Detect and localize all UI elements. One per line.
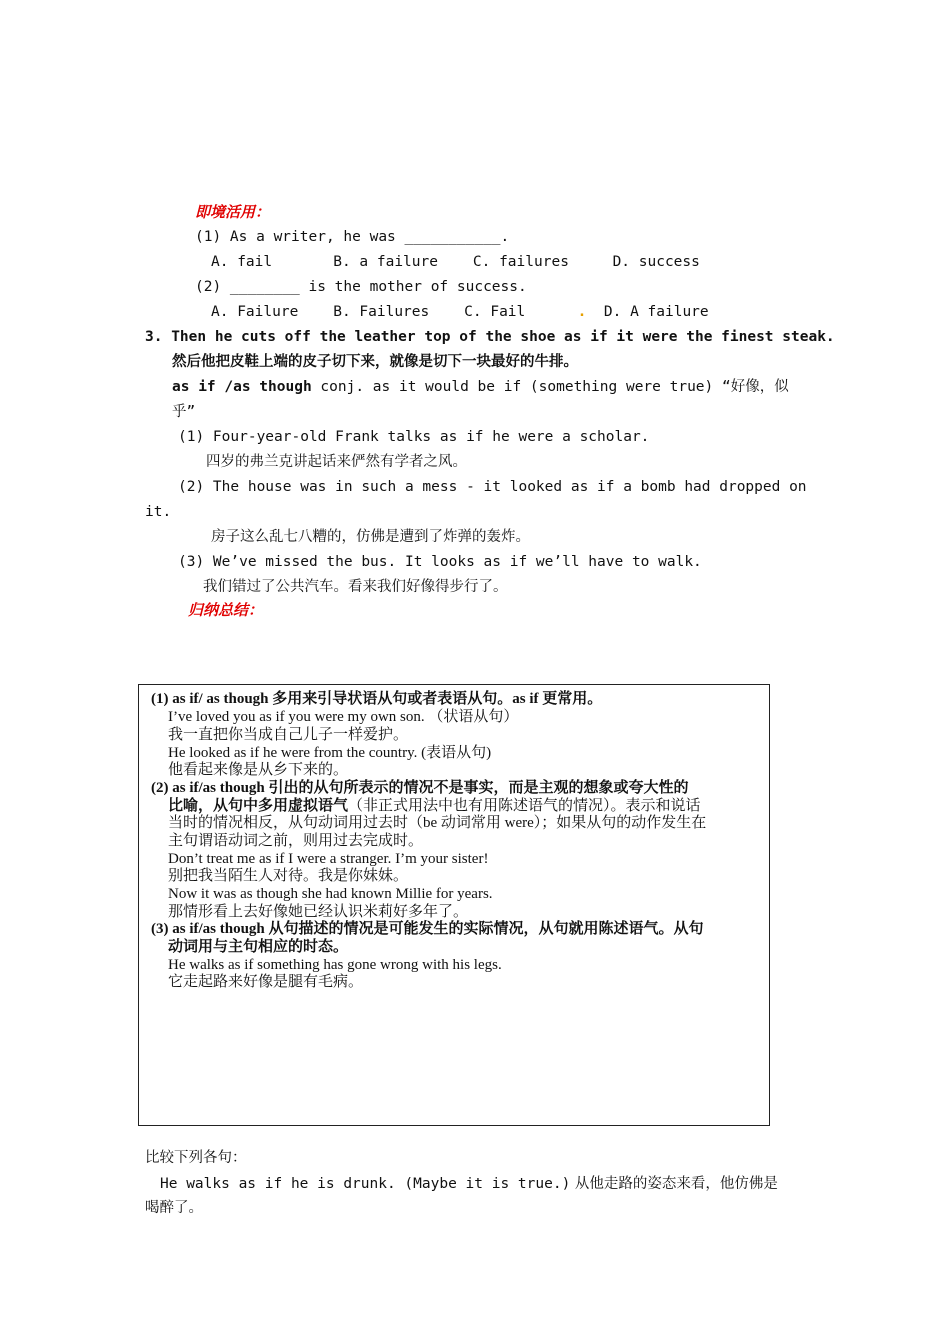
example-3-translation: 我们错过了公共汽车。看来我们好像得步行了。: [203, 579, 508, 595]
item-3-sentence: 3. Then he cuts off the leather top of the shoe as if it were the finest steak.: [145, 329, 835, 345]
point-2-example-2-translation: 那情形看上去好像她已经认识米莉好多年了。: [168, 904, 469, 920]
summary-title: 归纳总结：: [188, 601, 264, 619]
compare-line-1-chinese: 从他走路的姿态来看，他仿佛是: [570, 1176, 778, 1192]
decorative-dot: .: [577, 304, 587, 320]
compare-line-1: [160, 1173, 778, 1194]
definition-line: [172, 377, 789, 397]
point-2-example-2: Now it was as though she had known Millie for years.: [168, 886, 493, 902]
point-2-example-1: Don’t treat me as if I were a stranger. I’m your sister!: [168, 851, 489, 867]
point-2-heading-cont: 比喻，从句中多用虚拟语气: [168, 798, 349, 814]
point-1-example-2: He looked as if he were from the country. (表语从句): [168, 745, 492, 761]
point-3-example-1-translation: 它走起路来好像是腿有毛病。: [168, 974, 364, 990]
point-2-heading: (2) as if/as though 引出的从句所表示的情况不是事实，而是主观的想象或夸大性的: [151, 780, 689, 796]
definition-text: conj. as it would be if (something were true) “好像，似: [311, 379, 789, 395]
point-2-text-line-4: 主句谓语动词之前，则用过去完成时。: [168, 833, 424, 849]
point-3-heading-cont: 动词用与主句相应的时态。: [168, 939, 349, 955]
question-2-stem: (2) ________ is the mother of success.: [195, 279, 527, 295]
example-3: (3) We’ve missed the bus. It looks as if we’ll have to walk.: [178, 554, 702, 570]
option-d: D. A failure: [603, 304, 709, 320]
compare-line-2: 喝醉了。: [145, 1200, 203, 1216]
summary-box: [138, 684, 770, 1126]
definition-term: as if /as though: [172, 379, 312, 395]
point-2-note: （非正式用法中也有用陈述语气的情况）。表示和说话: [348, 798, 701, 814]
question-2-options: [211, 302, 709, 322]
point-1-heading: (1) as if/ as though 多用来引导状语从句或者表语从句。as if 更常用。: [151, 691, 603, 707]
example-2-continuation: it.: [145, 504, 172, 520]
section-title: 即境活用：: [195, 203, 271, 221]
question-1-options: A. fail B. a failure C. failures D. success: [211, 254, 700, 270]
compare-title: 比较下列各句：: [145, 1150, 247, 1166]
example-1: (1) Four-year-old Frank talks as if he were a scholar.: [178, 429, 650, 445]
point-1-example-1-translation: 我一直把你当成自己儿子一样爱护。: [168, 727, 409, 743]
point-3-heading: (3) as if/as though 从句描述的情况是可能发生的实际情况，从句就用陈述语气。从句: [151, 921, 704, 937]
example-2: (2) The house was in such a mess - it looked as if a bomb had dropped on: [178, 479, 807, 495]
question-1-stem: (1) As a writer, he was ___________.: [195, 229, 510, 245]
point-2-example-1-translation: 别把我当陌生人对待。我是你妹妹。: [168, 868, 409, 884]
point-1-example-2-translation: 他看起来像是从乡下来的。: [168, 762, 349, 778]
options-a-to-c: A. Failure B. Failures C. Fail: [211, 304, 526, 320]
point-1-example-1: I’ve loved you as if you were my own son. （状语从句）: [168, 709, 519, 725]
definition-continuation: 乎”: [172, 404, 196, 420]
compare-line-1-english: He walks as if he is drunk. (Maybe it is true.): [160, 1176, 571, 1192]
item-3-translation: 然后他把皮鞋上端的皮子切下来，就像是切下一块最好的牛排。: [172, 354, 578, 370]
point-2-text-line-3: 当时的情况相反，从句动词用过去时（be 动词常用 were）；如果从句的动作发生在: [168, 815, 707, 831]
point-3-example-1: He walks as if something has gone wrong with his legs.: [168, 957, 502, 973]
example-1-translation: 四岁的弗兰克讲起话来俨然有学者之风。: [206, 454, 467, 470]
point-2-heading-line-2: [168, 798, 701, 816]
example-2-translation: 房子这么乱七八糟的，仿佛是遭到了炸弹的轰炸。: [211, 529, 530, 545]
